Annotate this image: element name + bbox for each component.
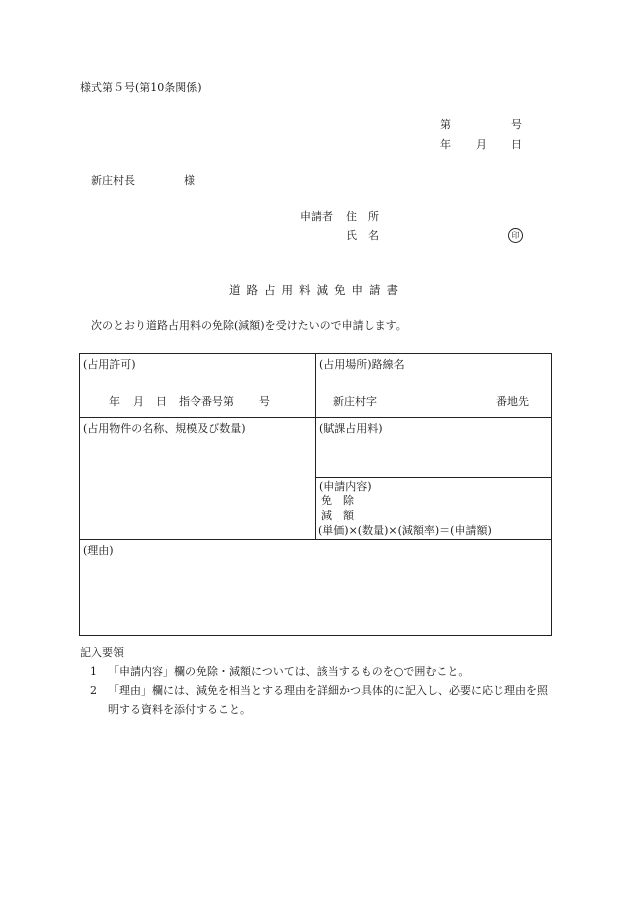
- location-village: 新庄村字: [333, 395, 377, 408]
- table-divider-vertical: [315, 353, 316, 540]
- permit-number-label: 指令番号第: [179, 395, 234, 408]
- address-label: 住 所: [346, 210, 379, 223]
- permit-year: 年: [109, 395, 120, 408]
- table-divider-row1: [79, 417, 552, 418]
- permit-day: 日: [156, 395, 167, 408]
- intro-text: 次のとおり道路占用料の免除(減額)を受けたいので申請します。: [91, 319, 407, 332]
- addressee-sama: 様: [184, 174, 195, 187]
- location-header: (占用場所)路線名: [319, 358, 405, 371]
- permit-go: 号: [259, 395, 270, 408]
- request-formula: (単価)×(数量)×(減額率)＝(申請額): [318, 524, 492, 537]
- reason-header: (理由): [83, 544, 114, 557]
- location-banchi: 番地先: [496, 395, 529, 408]
- header-year: 年: [440, 138, 451, 151]
- header-dai: 第: [440, 118, 451, 131]
- header-month: 月: [476, 138, 487, 151]
- notes-title: 記入要領: [80, 646, 124, 659]
- note-number: 2: [90, 684, 97, 697]
- table-divider-fee: [315, 477, 552, 478]
- table-divider-row2: [79, 539, 552, 540]
- permit-header: (占用許可): [83, 358, 136, 371]
- addressee-name: 新庄村長: [91, 174, 135, 187]
- applicant-label: 申請者: [300, 210, 333, 223]
- form-number: 様式第５号(第10条関係): [80, 81, 202, 94]
- permit-month: 月: [133, 395, 144, 408]
- request-reduce: 減 額: [321, 509, 354, 522]
- note-number: 1: [90, 665, 97, 678]
- note-item-2: [80, 681, 550, 719]
- note-item-1: [80, 662, 550, 681]
- seal-mark: 印: [508, 228, 523, 243]
- request-exempt: 免 除: [321, 494, 354, 507]
- object-header: (占用物件の名称、規模及び数量): [83, 422, 246, 435]
- note-text: 「理由」欄には、減免を相当とする理由を詳細かつ具体的に記入し、必要に応じ理由を照明する資料を添付すること。: [108, 684, 548, 716]
- header-day: 日: [511, 138, 522, 151]
- name-label: 氏 名: [346, 229, 379, 242]
- request-header: (申請内容): [319, 480, 372, 493]
- note-text: 「申請内容」欄の免除・減額については、該当するものを○で囲むこと。: [108, 665, 470, 678]
- document-title: 道路占用料減免申請書: [229, 283, 404, 297]
- fee-header: (賦課占用料): [319, 422, 383, 435]
- header-go: 号: [511, 118, 522, 131]
- notes-section: [80, 643, 550, 719]
